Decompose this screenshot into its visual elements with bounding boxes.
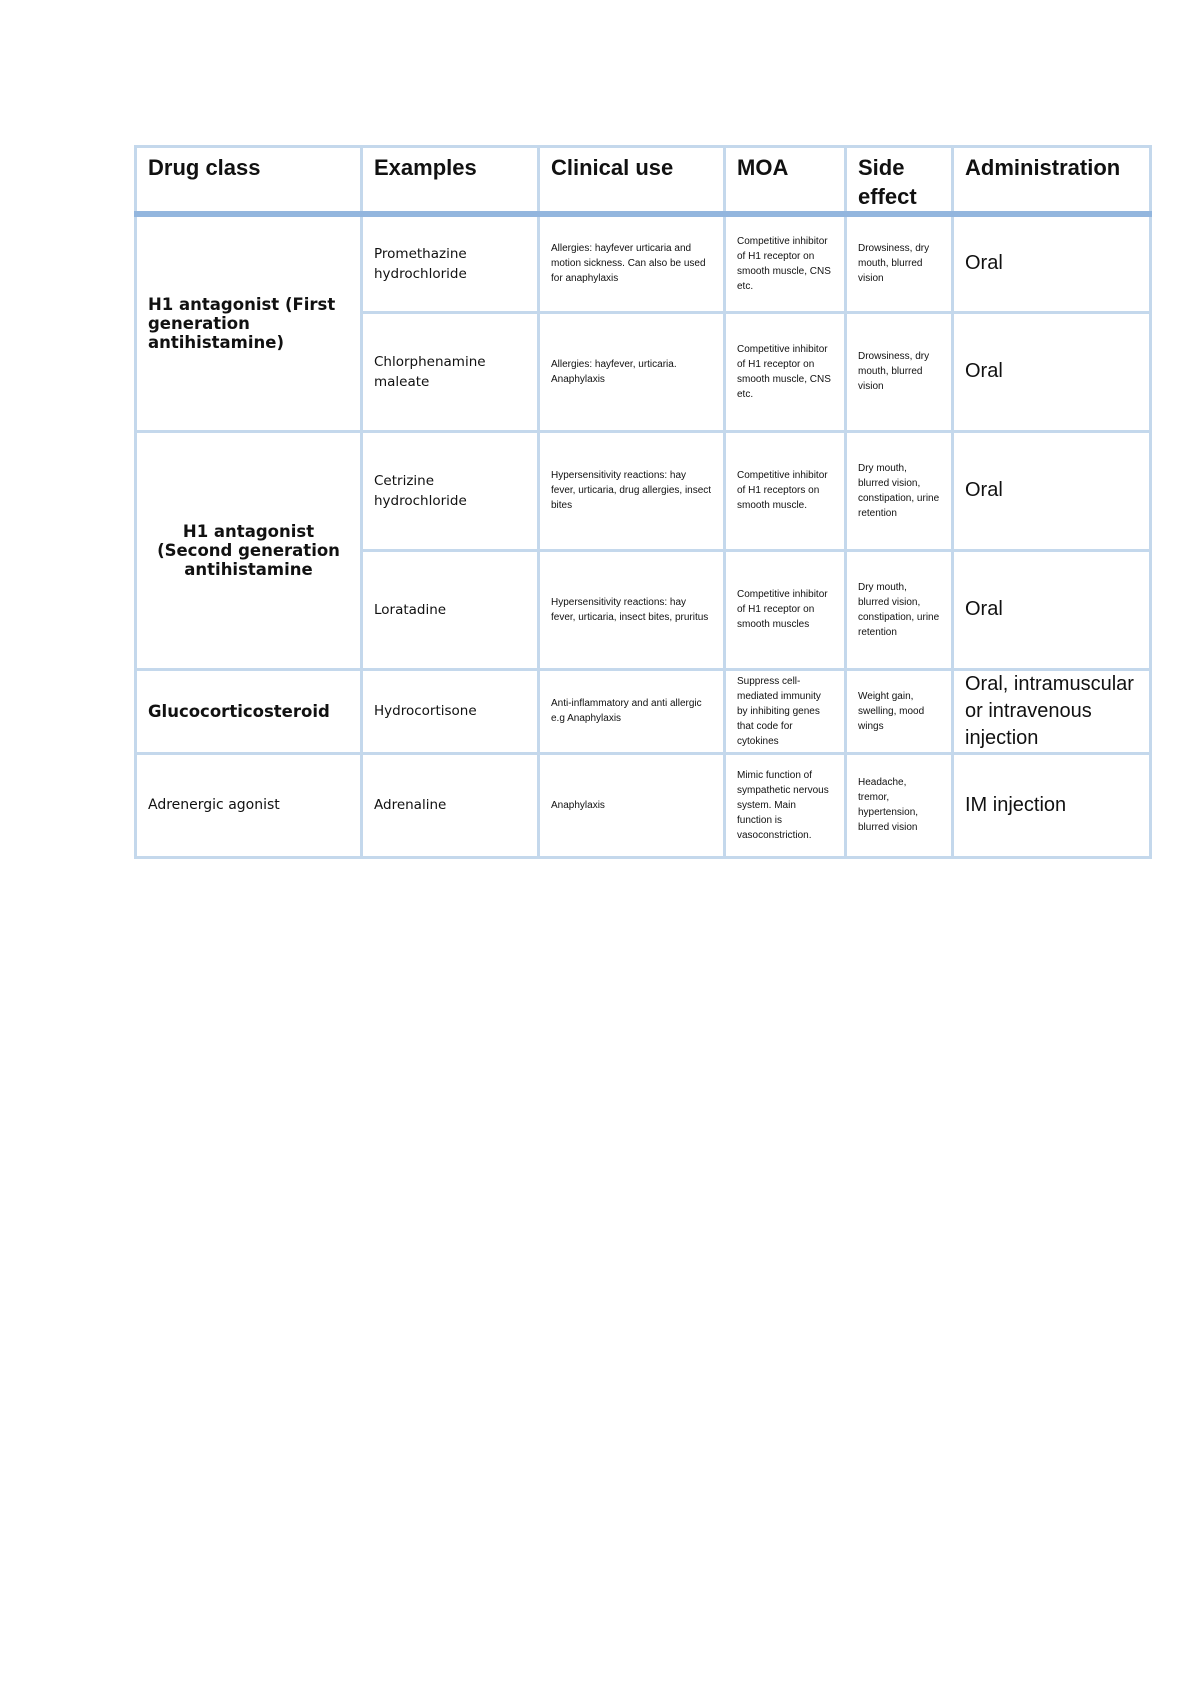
table-row: [136, 753, 1151, 857]
header-moa: MOA: [725, 147, 846, 215]
moa-cell: Competitive inhibitor of H1 receptor on smooth muscles: [725, 550, 846, 669]
drug-class-cell: Glucocorticosteroid: [136, 669, 362, 753]
administration-cell: Oral, intramuscular or intravenous injection: [953, 669, 1151, 753]
example-cell: Hydrocortisone: [362, 669, 539, 753]
clinical-use-cell: Hypersensitivity reactions: hay fever, urticaria, insect bites, pruritus: [539, 550, 725, 669]
header-administration: Administration: [953, 147, 1151, 215]
administration-cell: IM injection: [953, 753, 1151, 857]
drug-class-cell: H1 antagonist (Second generation antihistamine: [136, 431, 362, 669]
table-header-row: [136, 147, 1151, 215]
header-drug-class: Drug class: [136, 147, 362, 215]
administration-cell: Oral: [953, 431, 1151, 550]
example-cell: Cetrizine hydrochloride: [362, 431, 539, 550]
moa-cell: Competitive inhibitor of H1 receptor on smooth muscle, CNS etc.: [725, 214, 846, 312]
moa-cell: Competitive inhibitor of H1 receptors on smooth muscle.: [725, 431, 846, 550]
drug-class-cell: Adrenergic agonist: [136, 753, 362, 857]
side-effect-cell: Drowsiness, dry mouth, blurred vision: [846, 214, 953, 312]
moa-cell: Mimic function of sympathetic nervous system. Main function is vasoconstriction.: [725, 753, 846, 857]
side-effect-cell: Headache, tremor, hypertension, blurred vision: [846, 753, 953, 857]
header-clinical-use: Clinical use: [539, 147, 725, 215]
table-row: [136, 214, 1151, 312]
clinical-use-cell: Allergies: hayfever, urticaria. Anaphylaxis: [539, 312, 725, 431]
example-cell: Adrenaline: [362, 753, 539, 857]
side-effect-cell: Dry mouth, blurred vision, constipation, urine retention: [846, 431, 953, 550]
moa-cell: Competitive inhibitor of H1 receptor on smooth muscle, CNS etc.: [725, 312, 846, 431]
drug-class-cell: H1 antagonist (First generation antihistamine): [136, 214, 362, 431]
clinical-use-cell: Anti-inflammatory and anti allergic e.g Anaphylaxis: [539, 669, 725, 753]
example-cell: Loratadine: [362, 550, 539, 669]
side-effect-cell: Weight gain, swelling, mood wings: [846, 669, 953, 753]
table-row: [136, 431, 1151, 550]
table-row: [136, 669, 1151, 753]
header-examples: Examples: [362, 147, 539, 215]
clinical-use-cell: Anaphylaxis: [539, 753, 725, 857]
moa-cell: Suppress cell-mediated immunity by inhibiting genes that code for cytokines: [725, 669, 846, 753]
example-cell: Promethazine hydrochloride: [362, 214, 539, 312]
administration-cell: Oral: [953, 214, 1151, 312]
example-cell: Chlorphenamine maleate: [362, 312, 539, 431]
administration-cell: Oral: [953, 312, 1151, 431]
clinical-use-cell: Hypersensitivity reactions: hay fever, urticaria, drug allergies, insect bites: [539, 431, 725, 550]
administration-cell: Oral: [953, 550, 1151, 669]
drug-table: [134, 145, 1152, 859]
side-effect-cell: Dry mouth, blurred vision, constipation, urine retention: [846, 550, 953, 669]
side-effect-cell: Drowsiness, dry mouth, blurred vision: [846, 312, 953, 431]
header-side-effect: Side effect: [846, 147, 953, 215]
clinical-use-cell: Allergies: hayfever urticaria and motion sickness. Can also be used for anaphylaxis: [539, 214, 725, 312]
